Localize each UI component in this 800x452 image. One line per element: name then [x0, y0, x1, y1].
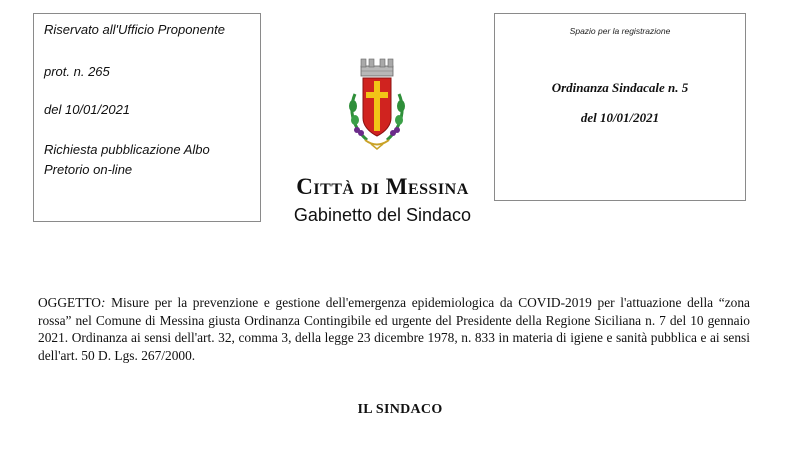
registration-label: Spazio per la registrazione	[569, 26, 671, 36]
subject-colon: :	[100, 295, 106, 310]
subject-paragraph	[38, 294, 750, 364]
office-name: Gabinetto del Sindaco	[293, 205, 472, 225]
publication-request-line2: Pretorio on-line	[44, 162, 133, 177]
ordinance-date: del 10/01/2021	[580, 110, 660, 125]
subject-label: OGGETTO	[38, 295, 101, 310]
city-name: Città di Messina	[296, 174, 469, 199]
registration-box	[494, 13, 746, 201]
protocol-date: del 10/01/2021	[44, 102, 131, 117]
subject-text: Misure per la prevenzione e gestione dell'emergenza epidemiologica da COVID-2019 per l'attuazione della “zona rossa” nel Comune di Messina giusta Ordinanza Contingibile ed urgente del Presidente della Regione Siciliana n. 7 del 10 gennaio 2021. Ordinanza ai sensi dell'art. 32, comma 3, della legge 23 dicembre 1978, n. 833 in materia di igiene e sanità pubblica e ai sensi dell'art. 50 D. Lgs. 267/2000.	[38, 295, 750, 363]
publication-request-line1: Richiesta pubblicazione Albo	[44, 142, 210, 157]
signatory-title: IL SINDACO	[357, 402, 443, 417]
reserved-office-header: Riservato all'Ufficio Proponente	[44, 22, 225, 37]
ordinance-number: Ordinanza Sindacale n. 5	[551, 80, 689, 95]
messina-coat-of-arms-icon	[341, 56, 413, 152]
protocol-number: prot. n. 265	[44, 64, 110, 79]
